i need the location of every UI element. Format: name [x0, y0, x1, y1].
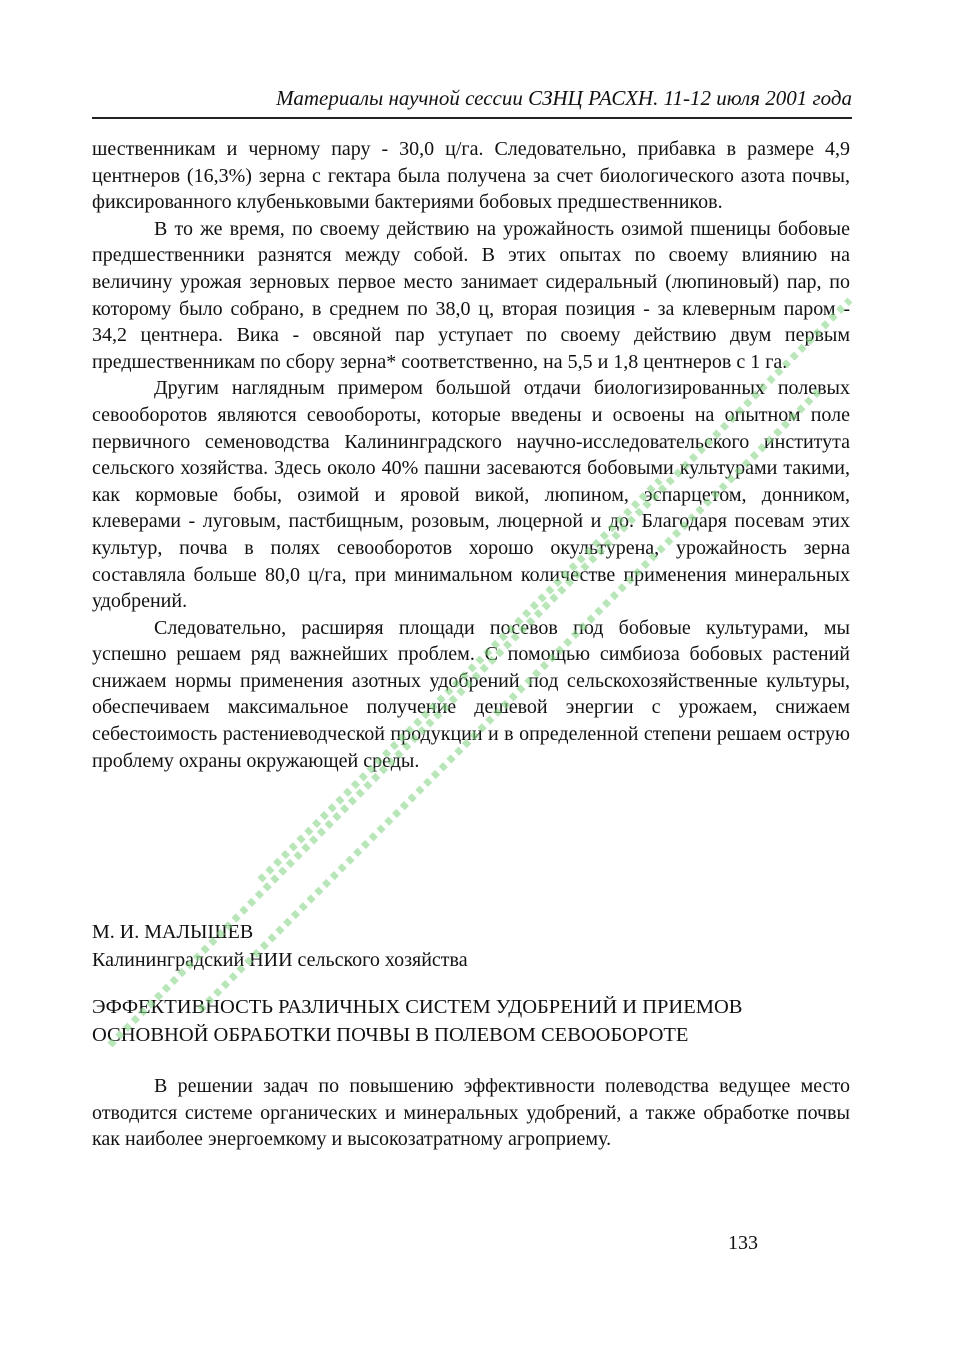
article-title — [92, 993, 852, 1049]
article-title-line: ОСНОВНОЙ ОБРАБОТКИ ПОЧВЫ В ПОЛЕВОМ СЕВООБОРОТЕ — [92, 1024, 689, 1046]
paragraph: Следовательно, расширяя площади посевов под бобовые культурами, мы успешно решаем ряд важнейших проблем. С помощью симбиоза бобовых растений снижаем нормы применения азотных удобрений под сельскохозяйственные культуры, обеспечиваем максимальное получение дешевой энергии с урожаем, снижаем себестоимость растениеводческой продукции и в определенной степени решаем острую проблему охраны окружающей среды. — [92, 616, 850, 772]
paragraph: В то же время, по своему действию на урожайность озимой пшеницы бобовые предшественники разнятся между собой. В этих опытах по своему влиянию на величину урожая зерновых первое место занимает сидеральный (люпиновый) пар, по которому было собрано, в среднем по 38,0 ц, вторая позиция - за клеверным паром - 34,2 центнера. Вика - овсяной пар уступает по своему действию двум первым предшественникам по сбору зерна* соответственно, на 5,5 и 1,8 центнеров с 1 га. — [92, 217, 850, 373]
abstract — [92, 1073, 850, 1153]
body-text — [92, 136, 850, 774]
page-number: 133 — [728, 1232, 758, 1254]
paragraph: Другим наглядным примером большой отдачи биологизированных полевых севооборотов являются севообороты, которые введены и освоены на опытном поле первичного семеноводства Калининградского научно-исследовательского института сельского хозяйства. Здесь около 40% пашни засеваются бобовыми культурами такими, как кормовые бобы, озимой и яровой викой, люпином, эспарцетом, донником, клеверами - луговым, пастбищным, розовым, люцерной и до. Благодаря посевам этих культур, почва в полях севооборотов хорошо окультурена, урожайность зерна составляла больше 80,0 ц/га, при минимальном количестве применения минеральных удобрений. — [92, 377, 850, 613]
running-header: Материалы научной сессии СЗНЦ РАСХН. 11-12 июля 2001 года — [92, 86, 852, 119]
author-name: М. И. МАЛЫШЕВ — [92, 921, 254, 943]
author-block — [92, 918, 852, 974]
article-title-line: ЭФФЕКТИВНОСТЬ РАЗЛИЧНЫХ СИСТЕМ УДОБРЕНИЙ И ПРИЕМОВ — [92, 996, 743, 1018]
abstract-paragraph: В решении задач по повышению эффективности полеводства ведущее место отводится системе органических и минеральных удобрений, а также обработке почвы как наиболее энергоемкому и высокозатратному агроприему. — [92, 1075, 850, 1151]
author-affiliation: Калининградский НИИ сельского хозяйства — [92, 949, 468, 971]
paragraph: шественникам и черному пару - 30,0 ц/га. Следовательно, прибавка в размере 4,9 центнеров (16,3%) зерна с гектара была получена за счет биологического азота почвы, фиксированного клубеньковыми бактериями бобовых предшественников. — [92, 138, 850, 214]
